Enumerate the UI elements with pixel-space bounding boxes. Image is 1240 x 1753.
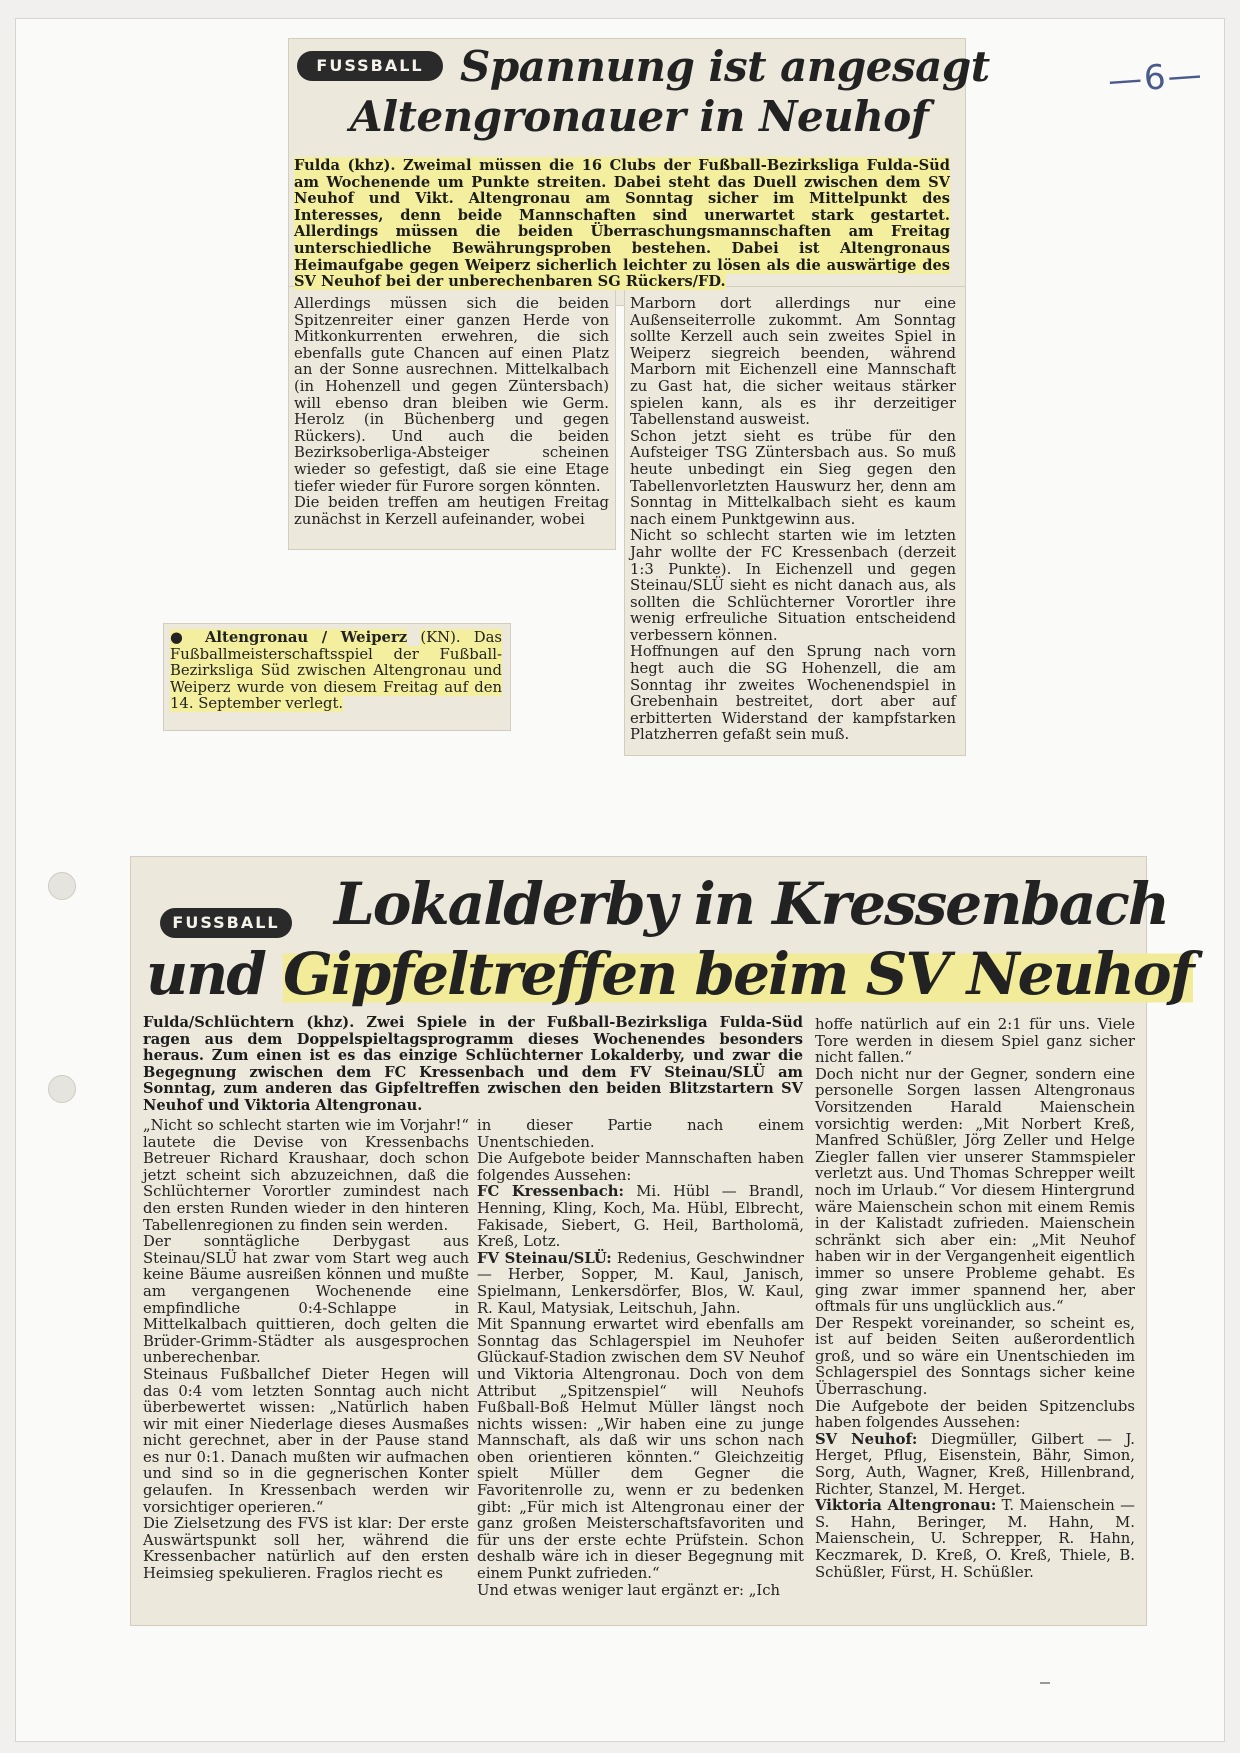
paragraph: in dieser Partie nach einem Unentschieden. [477,1117,804,1151]
paragraph: Allerdings müssen sich die beiden Spitzenreiter einer ganzen Herde von Mitkonkurrenten erwehren, die sich ebenfalls gute Chancen auf einen Platz an der Sonne ausrechnen. Mittelkalbach (in Hohenzell und gegen Züntersbach) will ebenso dran bleiben wie Germ. Herolz (in Büchenberg und gegen Rückers). Und auch die beiden Bezirksoberliga-Absteiger scheinen wieder so gefestigt, daß sie eine Etage tiefer wieder für Furore sorgen könnten. [294,295,609,495]
paragraph: hoffe natürlich auf ein 2:1 für uns. Viele Tore werden in diesem Spiel ganz sicher nicht fallen.“ [815,1016,1135,1067]
article-1-lead: Fulda (khz). Zweimal müssen die 16 Clubs der Fußball-Bezirksliga Fulda-Süd am Wochenende um Punkte streiten. Dabei steht das Duell zwischen dem SV Neuhof und Vikt. Altengronau am Sonntag sicher im Mittelpunkt des Interesses, denn beide Mannschaften sind unerwartet stark gestartet. Allerdings müssen die beiden Überraschungsmannschaften am Freitag unterschiedliche Bewährungsproben bestehen. Dabei ist Altengronaus Heimaufgabe gegen Weiperz sicherlich leichter zu lösen als die auswärtige des SV Neuhof bei der unberechenbaren SG Rückers/FD. [294,157,950,291]
pencil-mark [1040,1682,1050,1684]
article-2-column-1 [143,1118,469,1583]
article-2-headline-line1: Lokalderby in Kressenbach [334,870,1168,938]
paragraph: Der Respekt voreinander, so scheint es, ist auf beiden Seiten außerordentlich groß, und so wäre ein Unentschieden im Schlagerspiel des Sonntags sicher keine Überraschung. [815,1314,1135,1399]
lineup-altengronau: Viktoria Altengronau: T. Maienschein — S. Hahn, Beringer, M. Hahn, M. Maienschein, U. Schrepper, R. Hahn, Keczmarek, D. Kreß, O. Kreß, Thiele, B. Schüßler, Fürst, H. Schüßler. [815,1497,1135,1581]
paragraph: Nicht so schlecht starten wie im letzten Jahr wollte der FC Kressenbach (derzeit 1:3 Punkte). In Eichenzell und gegen Steinau/SLÜ sieht es nicht danach aus, als sollten die Schlüchterner Vorortler ihre wenig erfreuliche Situation entscheidend verbessern können. [630,527,956,644]
paragraph: Die Aufgebote beider Mannschaften haben folgendes Aussehen: [477,1150,804,1184]
paragraph: „Nicht so schlecht starten wie im Vorjahr!“ lautete die Devise von Kressenbachs Betreuer Richard Kraushaar, doch schon jetzt scheint sich abzuzeichnen, daß die Schlüchterner Vorortler zumindest nach den ersten Runden wieder in den hinteren Tabellenregionen zu finden sein werden. [143,1117,469,1234]
section-badge: FUSSBALL [160,908,292,938]
paragraph: Und etwas weniger laut ergänzt er: „Ich [477,1581,781,1599]
paragraph: Doch nicht nur der Gegner, sondern eine personelle Sorgen lassen Altengronaus Vorsitzenden Harald Maienschein vorsichtig werden: „Mit Norbert Kreß, Manfred Schüßler, Jörg Zeller und Helge Ziegler fallen vier unserer Stammspieler verletzt aus. Und Thomas Schrepper weilt noch im Urlaub.“ Vor diesem Hintergrund wäre Maienschein schon mit einem Remis in der Kalistadt zufrieden. Maienschein schränkt sich aber ein: „Mit Neuhof haben wir in der Vergangenheit eigentlich immer so unsere Probleme gehabt. Es ging zwar immer spannend her, aber oftmals für uns unglücklich aus.“ [815,1065,1135,1316]
article-1-headline-line2: Altengronauer in Neuhof [350,92,929,141]
punch-hole [48,1075,76,1103]
article-2-column-2 [477,1118,804,1599]
paragraph: Die Zielsetzung des FVS ist klar: Der erste Auswärtspunkt soll her, während die Kressenbacher natürlich auf den ersten Heimsieg spekulieren. Fraglos riecht es [143,1515,469,1583]
paragraph: Hoffnungen auf den Sprung nach vorn hegt auch die SG Hohenzell, die am Sonntag ihr zweites Wochenendspiel in Grebenhain bestreitet, dort aber auf erbitterten Widerstand der kampfstarken Platzherren gefaßt sein muß. [630,643,956,744]
page-number: —6— [1106,54,1205,102]
article-1-column-2 [630,296,956,744]
notice-text [170,630,502,713]
paragraph: Mit Spannung erwartet wird ebenfalls am Sonntag das Schlagerspiel im Neuhofer Glückauf-Stadion zwischen dem SV Neuhof und Viktoria Altengronau. Doch von dem Attribut „Spitzenspiel“ will Neuhofs Fußball-Boß Helmut Müller längst noch nichts wissen: „Wir haben eine zu junge Mannschaft, als daß wir uns schon nach oben orientieren könnten.“ Gleichzeitig spielt Müller dem Gegner die Favoritenrolle zu, wenn er zu bedenken gibt: „Für mich ist Altengronau einer der ganz großen Meisterschaftsfavoriten und für uns der erste echte Prüfstein. Schon deshalb wäre ich in dieser Begegnung mit einem Punkt zufrieden.“ [477,1316,804,1583]
section-badge: FUSSBALL [297,51,443,81]
article-2-column-3 [815,1017,1135,1581]
paragraph: Die Aufgebote der beiden Spitzenclubs haben folgendes Aussehen: [815,1397,1135,1432]
paragraph: Steinaus Fußballchef Dieter Hegen will das 0:4 vom letzten Sonntag auch nicht überbewertet wissen: „Natürlich haben wir mit einer Niederlage dieses Ausmaßes nicht gerechnet, aber in der Pause stand es nur 0:1. Danach mußten wir aufmachen und sind so in die gegnerischen Konter gelaufen. In Kressenbach werden wir vorsichtiger operieren.“ [143,1365,469,1516]
punch-hole [48,872,76,900]
article-2-headline-line2: und Gipfeltreffen beim SV Neuhof [146,940,1193,1008]
notice-body: (KN). Das Fußballmeisterschaftsspiel der Fußball-Bezirksliga Süd zwischen Altengronau und Weiperz wurde von diesem Freitag auf den 14. September verlegt. [170,629,503,713]
article-1-headline-line1: Spannung ist angesagt [460,42,990,91]
paragraph: Schon jetzt sieht es trübe für den Aufsteiger TSG Züntersbach aus. So muß heute unbedingt ein Sieg gegen den Tabellenvorletzten Hauswurz her, denn am Sonntag in Mittelkalbach sieht es kaum nach einem Punktgewinn aus. [630,427,956,528]
lineup-kressenbach: FC Kressenbach: Mi. Hübl — Brandl, Henning, Kling, Koch, Ma. Hübl, Elbrecht, Fakisade, Siebert, G. Heil, Bartholomä, Kreß, Lotz. [477,1183,804,1251]
paragraph: Marborn dort allerdings nur eine Außenseiterrolle zukommt. Am Sonntag sollte Kerzell auch sein zweites Spiel in Weiperz siegreich beenden, während Marborn mit Eichenzell eine Mannschaft zu Gast hat, die sicher weitaus stärker spielen kann, als es ihr derzeitiger Tabellenstand ausweist. [630,295,956,429]
paragraph: Der sonntägliche Derbygast aus Steinau/SLÜ hat zwar vom Start weg auch keine Bäume ausreißen können und mußte am vergangenen Wochenende eine empfindliche 0:4-Schlappe in Mittelkalbach quittieren, doch gelten die Brüder-Grimm-Städter als ausgesprochen unberechenbar. [143,1233,469,1367]
notice-title: ● Altengronau / Weiperz [170,629,408,646]
lineup-steinau: FV Steinau/SLÜ: Redenius, Geschwindner — Herber, Sopper, M. Kaul, Janisch, Spielmann, Lenkersdörfer, Blos, W. Kaul, R. Kaul, Matysiak, Leitschuh, Jahn. [477,1249,804,1317]
paragraph: Die beiden treffen am heutigen Freitag zunächst in Kerzell aufeinander, wobei [294,494,609,528]
article-1-column-1 [294,296,609,528]
article-2-lead: Fulda/Schlüchtern (khz). Zwei Spiele in der Fußball-Bezirksliga Fulda-Süd ragen aus dem Doppelspieltagsprogramm dieses Wochenendes besonders heraus. Zum einen ist es das einzige Schlüchterner Lokalderby, und zwar die Begegnung zwischen dem FC Kressenbach und dem FV Steinau/SLÜ am Sonntag, zum anderen das Gipfeltreffen zwischen den beiden Blitzstartern SV Neuhof und Viktoria Altengronau. [143,1014,803,1114]
lineup-neuhof: SV Neuhof: Diegmüller, Gilbert — J. Herget, Pflug, Eisenstein, Bähr, Simon, Sorg, Auth, Wagner, Kreß, Hillenbrand, Richter, Stanzel, M. Herget. [815,1430,1135,1498]
